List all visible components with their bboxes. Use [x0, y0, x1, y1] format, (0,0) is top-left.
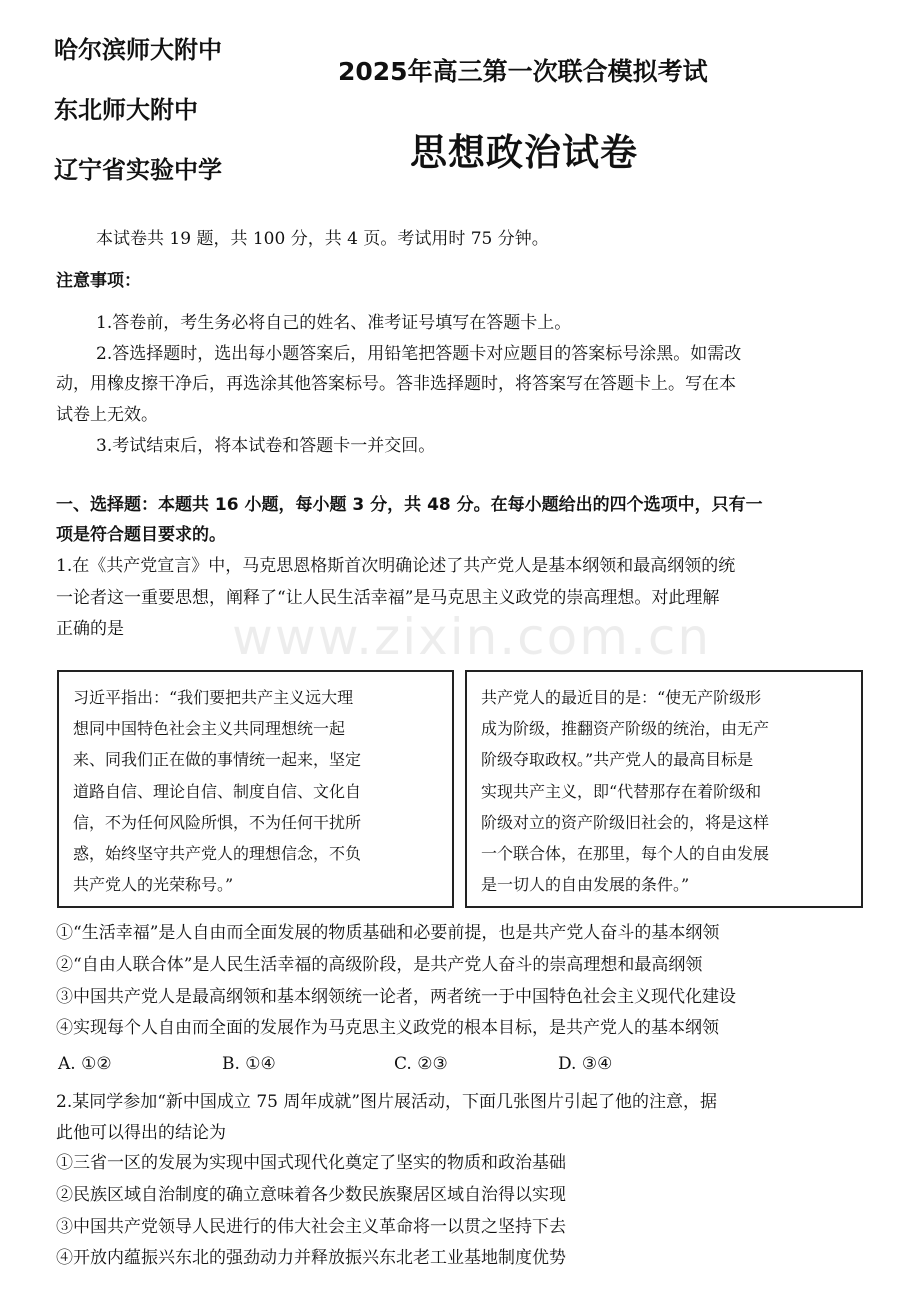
quote-line: 一个联合体，在那里，每个人的自由发展 [481, 844, 770, 864]
statement: ④实现每个人自由而全面的发展作为马克思主义政党的根本目标，是共产党人的基本纲领 [56, 1018, 719, 1038]
quote-line: 阶级夺取政权。”共产党人的最高目标是 [481, 750, 754, 770]
quote-line: 共产党人的光荣称号。” [73, 875, 234, 895]
question-stem: 此他可以得出的结论为 [56, 1123, 226, 1143]
statement: ④开放内蕴振兴东北的强劲动力并释放振兴东北老工业基地制度优势 [56, 1248, 566, 1268]
school-name: 哈尔滨师大附中 [54, 36, 222, 64]
quote-line: 想同中国特色社会主义共同理想统一起 [73, 719, 346, 739]
statement: ①三省一区的发展为实现中国式现代化奠定了坚实的物质和政治基础 [56, 1153, 566, 1173]
answer-option-c: C. ②③ [394, 1054, 448, 1074]
statement: ②“自由人联合体”是人民生活幸福的高级阶段，是共产党人奋斗的崇高理想和最高纲领 [56, 955, 703, 975]
statement: ①“生活幸福”是人自由而全面发展的物质基础和必要前提，也是共产党人奋斗的基本纲领 [56, 923, 720, 943]
quote-line: 信，不为任何风险所惧，不为任何干扰所 [73, 812, 362, 832]
quote-line: 是一切人的自由发展的条件。” [481, 875, 690, 895]
quote-line: 阶级对立的资产阶级旧社会的，将是这样 [481, 812, 770, 832]
answer-option-a: A. ①② [58, 1054, 112, 1074]
statement: ②民族区域自治制度的确立意味着各少数民族聚居区域自治得以实现 [56, 1185, 566, 1205]
statement: ③中国共产党人是最高纲领和基本纲领统一论者，两者统一于中国特色社会主义现代化建设 [56, 987, 736, 1007]
answer-option-b: B. ①④ [222, 1054, 276, 1074]
school-name: 东北师大附中 [54, 96, 198, 124]
notice-item: 试卷上无效。 [56, 405, 158, 425]
quote-line: 成为阶级，推翻资产阶级的统治，由无产 [481, 719, 770, 739]
quote-line: 共产党人的最近目的是：“使无产阶级形 [481, 688, 762, 707]
section-heading: 一、选择题：本题共 16 小题，每小题 3 分，共 48 分。在每小题给出的四个选项中，只有一 [56, 495, 763, 515]
quote-box-right [465, 670, 863, 908]
answer-option-d: D. ③④ [558, 1054, 613, 1074]
notice-item: 1.答卷前，考生务必将自己的姓名、准考证号填写在答题卡上。 [96, 313, 572, 333]
exam-title: 2025年高三第一次联合模拟考试 [338, 57, 708, 86]
quote-line: 实现共产主义，即“代替那存在着阶级和 [481, 781, 762, 801]
quote-line: 习近平指出：“我们要把共产主义远大理 [73, 688, 354, 707]
notice-item: 动，用橡皮擦干净后，再选涂其他答案标号。答非选择题时，将答案写在答题卡上。写在本 [56, 374, 736, 394]
notice-heading: 注意事项： [56, 271, 141, 291]
statement: ③中国共产党领导人民进行的伟大社会主义革命将一以贯之坚持下去 [56, 1217, 566, 1237]
watermark: www.zixin.com.cn [232, 608, 712, 666]
quote-line: 道路自信、理论自信、制度自信、文化自 [73, 781, 362, 801]
school-name: 辽宁省实验中学 [54, 156, 222, 184]
question-stem: 正确的是 [56, 619, 124, 639]
question-stem: 1.在《共产党宣言》中，马克思恩格斯首次明确论述了共产党人是基本纲领和最高纲领的统 [56, 556, 736, 576]
quote-line: 惑，始终坚守共产党人的理想信念，不负 [73, 844, 362, 864]
notice-item: 3.考试结束后，将本试卷和答题卡一并交回。 [96, 436, 436, 456]
question-stem: 2.某同学参加“新中国成立 75 周年成就”图片展活动，下面几张图片引起了他的注意，据 [56, 1092, 718, 1112]
quote-line: 来、同我们正在做的事情统一起来，坚定 [73, 750, 362, 770]
exam-intro: 本试卷共 19 题，共 100 分，共 4 页。考试用时 75 分钟。 [96, 229, 549, 249]
quote-box-left [57, 670, 454, 908]
question-stem: 一论者这一重要思想，阐释了“让人民生活幸福”是马克思主义政党的崇高理想。对此理解 [56, 588, 720, 608]
subject-title: 思想政治试卷 [410, 131, 638, 174]
section-heading: 项是符合题目要求的。 [56, 525, 226, 545]
notice-item: 2.答选择题时，选出每小题答案后，用铅笔把答题卡对应题目的答案标号涂黑。如需改 [96, 344, 742, 364]
